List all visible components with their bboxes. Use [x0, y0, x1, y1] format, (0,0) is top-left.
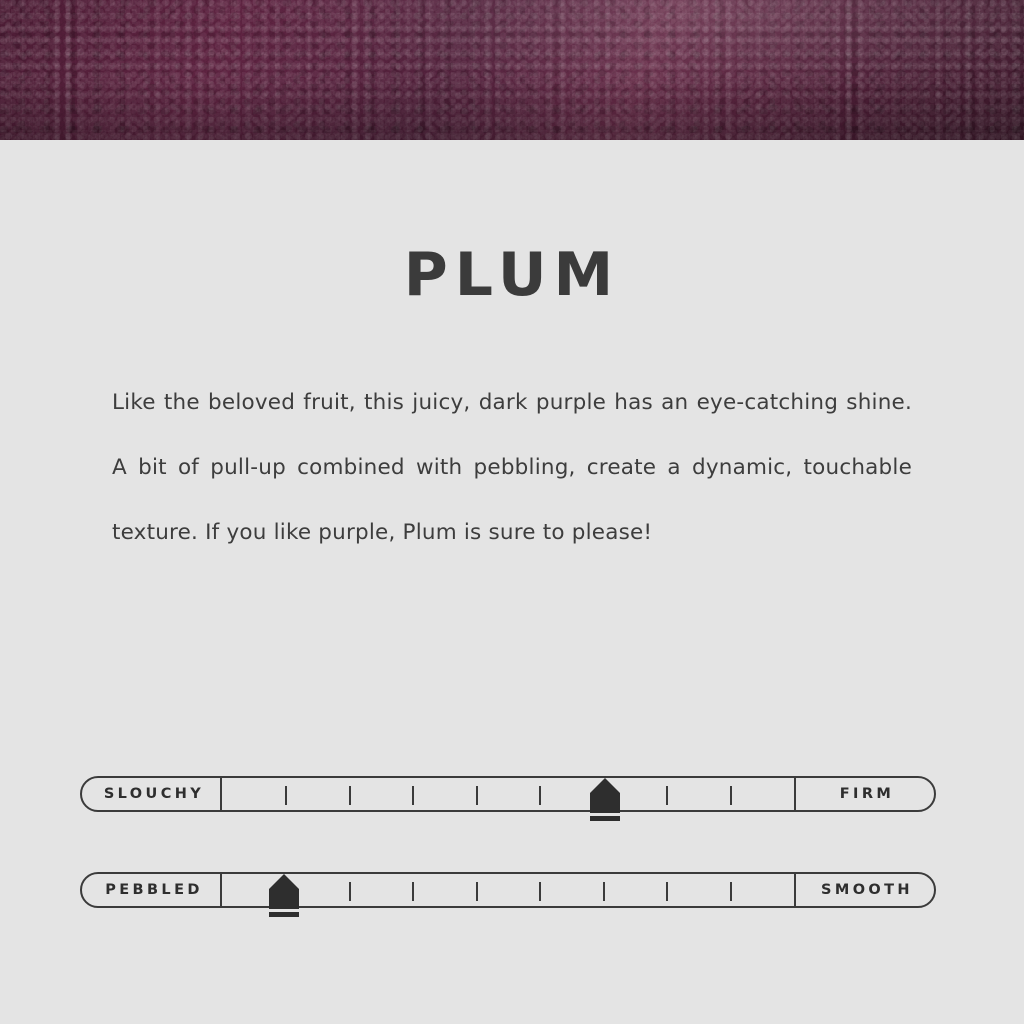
slider-tick	[603, 882, 605, 901]
slider-handle-body	[269, 889, 299, 909]
leather-swatch-image	[0, 0, 1024, 140]
slider-handle-base	[590, 816, 620, 821]
slider-handle-firmness[interactable]	[590, 778, 620, 821]
slider-tick	[285, 786, 287, 805]
slider-left-label-firmness: SLOUCHY	[82, 778, 222, 810]
slider-firmness[interactable]	[80, 776, 938, 814]
slider-tick	[730, 882, 732, 901]
slider-texture[interactable]	[80, 872, 938, 910]
attribute-sliders	[80, 776, 938, 968]
slider-track-firmness[interactable]	[80, 776, 936, 812]
color-description-text: Like the beloved fruit, this juicy, dark purple has an eye-catching shine. A bit of pull-up combined with pebbling, create a dynamic, touchable texture. If you like purple, Plum is sure to please!	[112, 390, 912, 545]
slider-tick	[666, 786, 668, 805]
page-title: PLUM	[403, 240, 621, 310]
slider-handle-base	[269, 912, 299, 917]
slider-tick	[349, 882, 351, 901]
slider-tick	[666, 882, 668, 901]
slider-tick	[349, 786, 351, 805]
slider-tick	[539, 786, 541, 805]
slider-ticks-firmness	[222, 778, 794, 810]
slider-handle-point	[269, 874, 299, 889]
slider-tick	[730, 786, 732, 805]
slider-handle-point	[590, 778, 620, 793]
slider-handle-texture[interactable]	[269, 874, 299, 917]
slider-tick	[412, 786, 414, 805]
slider-right-label-texture: SMOOTH	[794, 874, 934, 906]
slider-tick	[476, 786, 478, 805]
color-description	[112, 370, 912, 565]
slider-ticks-texture	[222, 874, 794, 906]
slider-handle-body	[590, 793, 620, 813]
slider-tick	[476, 882, 478, 901]
slider-track-texture[interactable]	[80, 872, 936, 908]
slider-tick	[412, 882, 414, 901]
leather-shading-overlay	[0, 0, 1024, 140]
slider-tick	[539, 882, 541, 901]
slider-left-label-texture: PEBBLED	[82, 874, 222, 906]
slider-right-label-firmness: FIRM	[794, 778, 934, 810]
